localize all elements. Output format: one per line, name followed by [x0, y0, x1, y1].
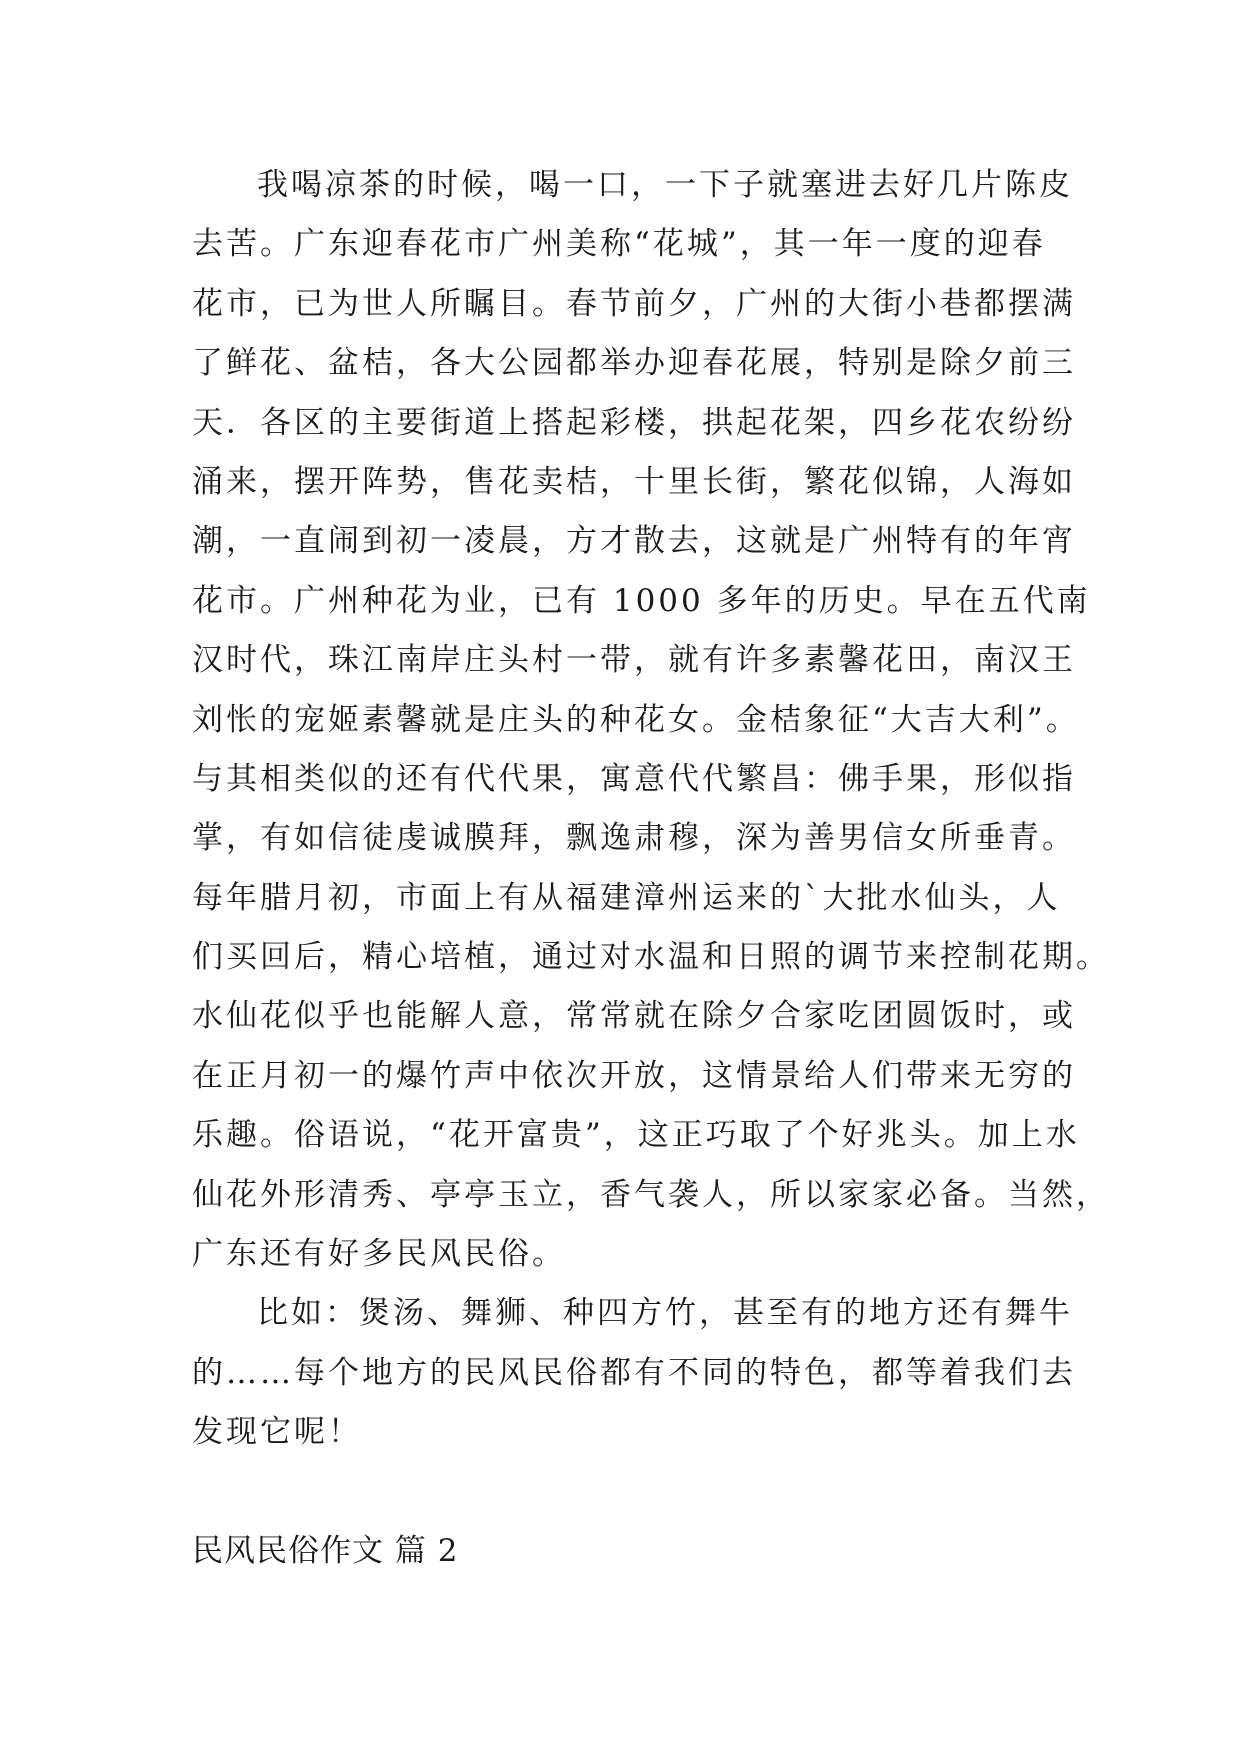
- paragraph: [192, 156, 1110, 1284]
- paragraph-line: 涌来，摆开阵势，售花卖桔，十里长街，繁花似锦，人海如: [192, 463, 1076, 500]
- paragraph-line: 天．各区的主要街道上搭起彩楼，拱起花架，四乡花农纷纷: [192, 404, 1076, 441]
- paragraph-line: 了鲜花、盆桔，各大公园都举办迎春花展，特别是除夕前三: [192, 345, 1076, 382]
- paragraph-line: 汉时代，珠江南岸庄头村一带，就有许多素馨花田，南汉王: [192, 642, 1076, 679]
- paragraph-line: 去苦。广东迎春花市广州美称“花城”，其一年一度的迎春: [192, 226, 1046, 263]
- paragraph-line: 广东还有好多民风民俗。: [192, 1236, 566, 1273]
- paragraph-line: 我喝凉茶的时候，喝一口，一下子就塞进去好几片陈皮: [257, 167, 1073, 203]
- section-heading: 民风民俗作文 篇 2: [192, 1532, 459, 1569]
- paragraph-line: 每年腊月初，市面上有从福建漳州运来的`大批水仙头，人: [192, 879, 1061, 916]
- paragraph-line: 的……每个地方的民风民俗都有不同的特色，都等着我们去: [192, 1354, 1076, 1391]
- paragraph-line: 乐趣。俗语说，“花开富贵”，这正巧取了个好兆头。加上水: [192, 1117, 1080, 1154]
- paragraph-line: 们买回后，精心培植，通过对水温和日照的调节来控制花期。: [192, 939, 1110, 976]
- paragraph-line: 潮，一直闹到初一凌晨，方才散去，这就是广州特有的年宵: [192, 523, 1076, 560]
- paragraph-line: 比如：煲汤、舞狮、种四方竹，甚至有的地方还有舞牛: [257, 1295, 1073, 1332]
- paragraph-line: 在正月初一的爆竹声中依次开放，这情景给人们带来无穷的: [192, 1057, 1076, 1094]
- paragraph-line: 水仙花似乎也能解人意，常常就在除夕合家吃团圆饭时，或: [192, 998, 1076, 1035]
- blank-line: [192, 1463, 1072, 1522]
- paragraph-line: 花市。广州种花为业，已有 1000 多年的历史。早在五代南: [192, 582, 1091, 619]
- paragraph-line: 发现它呢！: [192, 1414, 362, 1451]
- paragraph-line: 掌，有如信徒虔诚膜拜，飘逸肃穆，深为善男信女所垂青。: [192, 820, 1076, 857]
- paragraph-line: 花市，已为世人所瞩目。春节前夕，广州的大街小巷都摆满: [192, 285, 1076, 322]
- paragraph: [192, 1284, 1076, 1462]
- paragraph-line: 仙花外形清秀、亭亭玉立，香气袭人，所以家家必备。当然，: [192, 1176, 1110, 1213]
- document-body: [192, 156, 1110, 1581]
- paragraph-line: 与其相类似的还有代代果，寓意代代繁昌：佛手果，形似指: [192, 760, 1076, 797]
- paragraph-line: 刘怅的宠姬素馨就是庄头的种花女。金桔象征“大吉大利”。: [192, 701, 1080, 738]
